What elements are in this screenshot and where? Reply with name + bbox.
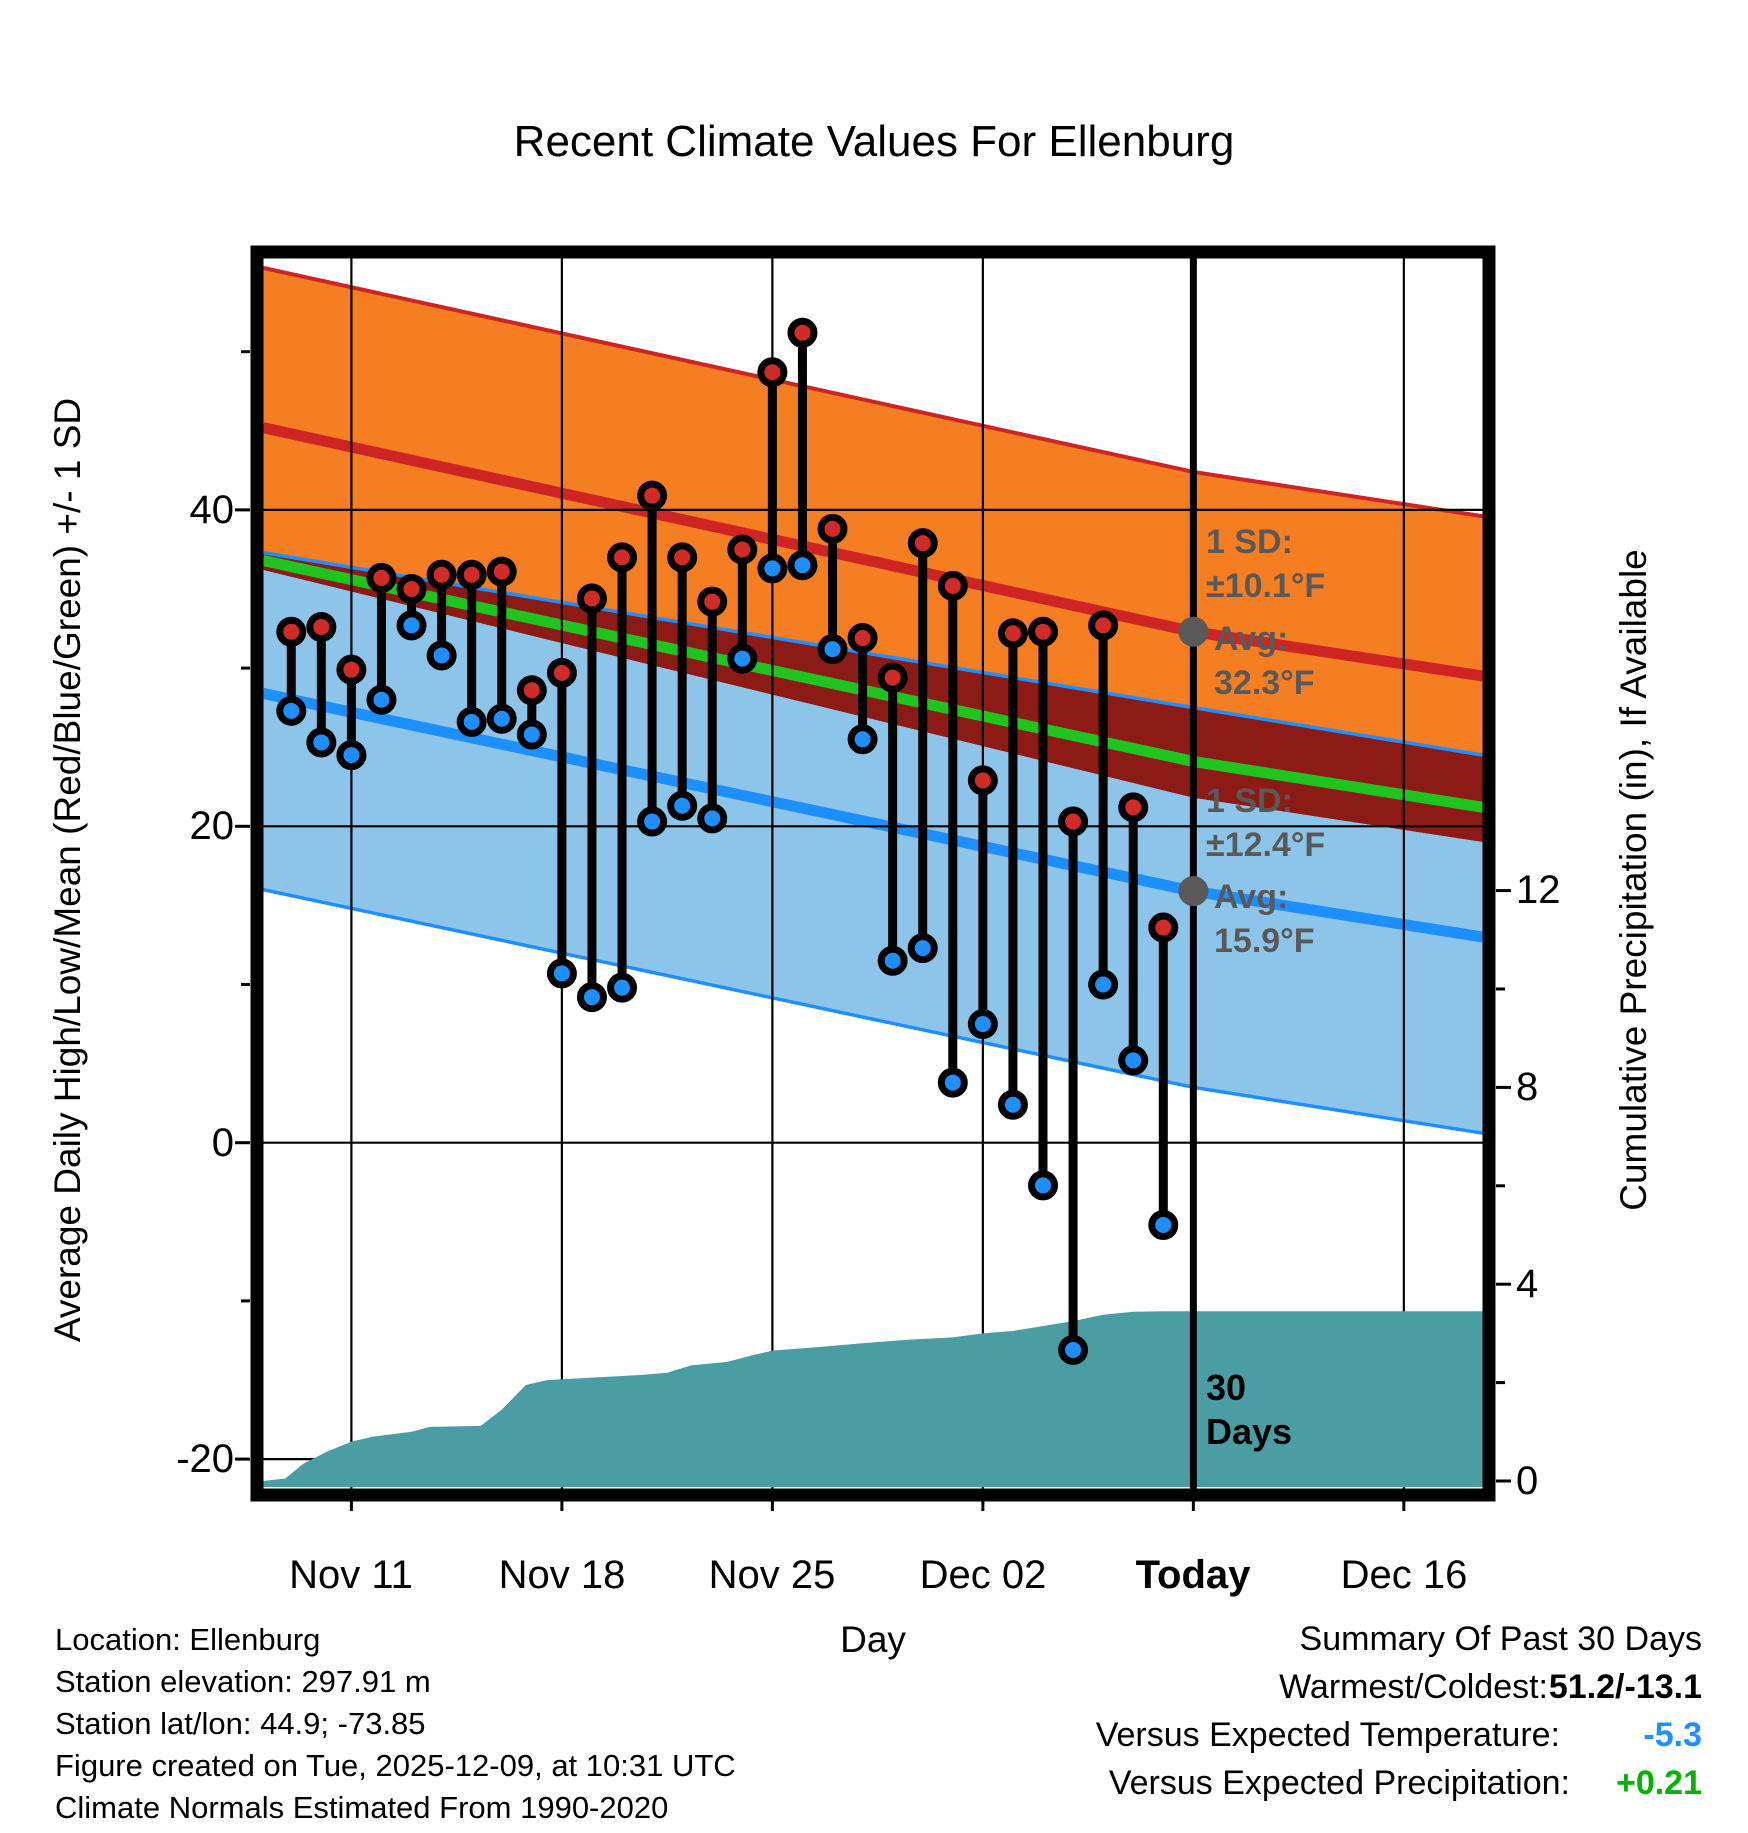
daily-high-dot	[550, 661, 573, 684]
footer-location: Location: Ellenburg	[55, 1622, 321, 1657]
avg-high-marker	[1178, 617, 1208, 647]
daily-low-dot	[911, 937, 934, 960]
x-tick-nov11: Nov 11	[289, 1553, 413, 1597]
sd-low-annotation-line1: 1 SD:	[1206, 782, 1293, 820]
daily-high-dot	[430, 563, 453, 586]
daily-low-dot	[761, 557, 784, 580]
left-tick-20: 20	[189, 804, 234, 848]
left-tick-0: 0	[211, 1121, 234, 1165]
x-tick-dec16: Dec 16	[1340, 1553, 1468, 1597]
daily-low-dot	[881, 949, 904, 972]
sd-low-annotation-line2: ±12.4°F	[1206, 826, 1326, 864]
x-tick-nov18: Nov 18	[498, 1553, 626, 1597]
daily-low-dot	[550, 962, 573, 985]
daily-low-dot	[460, 710, 483, 733]
daily-low-dot	[1122, 1049, 1145, 1072]
daily-low-dot	[1032, 1174, 1055, 1197]
daily-high-dot	[671, 546, 694, 569]
daily-high-dot	[611, 546, 634, 569]
daily-high-dot	[400, 578, 423, 601]
daily-high-dot	[370, 566, 393, 589]
summary-vs-precip-value: +0.21	[1615, 1764, 1702, 1802]
summary-block	[1096, 1620, 1702, 1802]
precipitation-area-layer	[263, 1311, 1483, 1487]
left-axis-tick-labels	[176, 488, 234, 1481]
x-tick-today: Today	[1135, 1553, 1251, 1597]
daily-high-dot	[1062, 810, 1085, 833]
summary-heading: Summary Of Past 30 Days	[1299, 1620, 1702, 1658]
avg-high-annotation-line2: 32.3°F	[1214, 664, 1315, 702]
daily-high-dot	[851, 627, 874, 650]
right-tick-4: 4	[1516, 1262, 1539, 1306]
cumulative-precipitation-area	[263, 1311, 1483, 1487]
daily-low-dot	[400, 614, 423, 637]
right-tick-12: 12	[1516, 868, 1561, 912]
right-tick-8: 8	[1516, 1065, 1539, 1109]
daily-high-dot	[1152, 916, 1175, 939]
daily-low-dot	[821, 638, 844, 661]
daily-low-dot	[580, 986, 603, 1009]
daily-high-dot	[731, 538, 754, 561]
footer-created: Figure created on Tue, 2025-12-09, at 10:31 UTC	[55, 1748, 736, 1783]
avg-low-marker	[1178, 876, 1208, 906]
daily-high-dot	[1092, 614, 1115, 637]
daily-high-dot	[340, 658, 363, 681]
summary-vs-temp-value: -5.3	[1643, 1716, 1702, 1754]
daily-low-dot	[490, 707, 513, 730]
footer-latlon: Station lat/lon: 44.9; -73.85	[55, 1706, 426, 1741]
daily-low-dot	[851, 728, 874, 751]
daily-low-dot	[520, 723, 543, 746]
daily-low-dot	[671, 794, 694, 817]
footer-metadata	[55, 1622, 736, 1825]
summary-vs-precip-label: Versus Expected Precipitation:	[1108, 1764, 1570, 1802]
daily-high-dot	[701, 590, 724, 613]
daily-high-dot	[911, 532, 934, 555]
summary-vs-temp-label: Versus Expected Temperature:	[1095, 1716, 1560, 1754]
avg-low-annotation-line1: Avg:	[1214, 878, 1289, 916]
chart-title: Recent Climate Values For Ellenburg	[513, 117, 1235, 166]
sd-high-annotation-line1: 1 SD:	[1206, 523, 1293, 561]
daily-low-dot	[310, 731, 333, 754]
left-tick-neg20: -20	[176, 1437, 234, 1481]
left-axis-title: Average Daily High/Low/Mean (Red/Blue/Green) +/- 1 SD	[47, 397, 88, 1343]
daily-high-dot	[1001, 622, 1024, 645]
summary-warmest-coldest-value: 51.2/-13.1	[1548, 1668, 1702, 1706]
daily-high-dot	[1032, 620, 1055, 643]
left-tick-40: 40	[189, 488, 234, 532]
daily-high-dot	[310, 615, 333, 638]
daily-high-dot	[520, 679, 543, 702]
daily-high-dot	[280, 620, 303, 643]
x-tick-dec02: Dec 02	[919, 1553, 1047, 1597]
daily-low-dot	[641, 810, 664, 833]
daily-low-dot	[430, 644, 453, 667]
daily-low-dot	[731, 647, 754, 670]
daily-high-dot	[941, 574, 964, 597]
daily-low-dot	[1001, 1093, 1024, 1116]
daily-high-dot	[460, 563, 483, 586]
daily-high-dot	[761, 361, 784, 384]
daily-high-dot	[490, 560, 513, 583]
daily-high-dot	[1122, 796, 1145, 819]
right-axis-tick-labels	[1516, 868, 1561, 1503]
avg-low-annotation-line2: 15.9°F	[1214, 922, 1315, 960]
daily-high-dot	[580, 587, 603, 610]
daily-low-dot	[1152, 1213, 1175, 1236]
daily-low-dot	[791, 554, 814, 577]
daily-high-dot	[971, 769, 994, 792]
daily-high-dot	[641, 484, 664, 507]
daily-low-dot	[1092, 973, 1115, 996]
daily-low-dot	[941, 1071, 964, 1094]
window-30-label: 30	[1206, 1367, 1247, 1408]
sd-high-annotation-line2: ±10.1°F	[1206, 567, 1326, 605]
summary-warmest-coldest-label: Warmest/Coldest:	[1279, 1668, 1548, 1706]
x-tick-nov25: Nov 25	[708, 1553, 836, 1597]
bottom-axis-tick-labels	[289, 1553, 1467, 1597]
daily-low-dot	[370, 688, 393, 711]
right-tick-0: 0	[1516, 1459, 1539, 1503]
x-axis-title: Day	[840, 1619, 906, 1660]
daily-low-dot	[340, 744, 363, 767]
daily-low-dot	[280, 699, 303, 722]
avg-high-annotation-line1: Avg:	[1214, 620, 1289, 658]
daily-low-dot	[611, 976, 634, 999]
footer-normals: Climate Normals Estimated From 1990-2020	[55, 1790, 669, 1825]
daily-low-dot	[1062, 1338, 1085, 1361]
daily-low-dot	[701, 807, 724, 830]
daily-low-dot	[971, 1013, 994, 1036]
daily-high-dot	[821, 517, 844, 540]
daily-high-dot	[791, 321, 814, 344]
daily-high-dot	[881, 666, 904, 689]
footer-elevation: Station elevation: 297.91 m	[55, 1664, 431, 1699]
right-axis-title: Cumulative Precipitation (in), If Available	[1613, 549, 1654, 1211]
window-days-label: Days	[1206, 1411, 1293, 1452]
